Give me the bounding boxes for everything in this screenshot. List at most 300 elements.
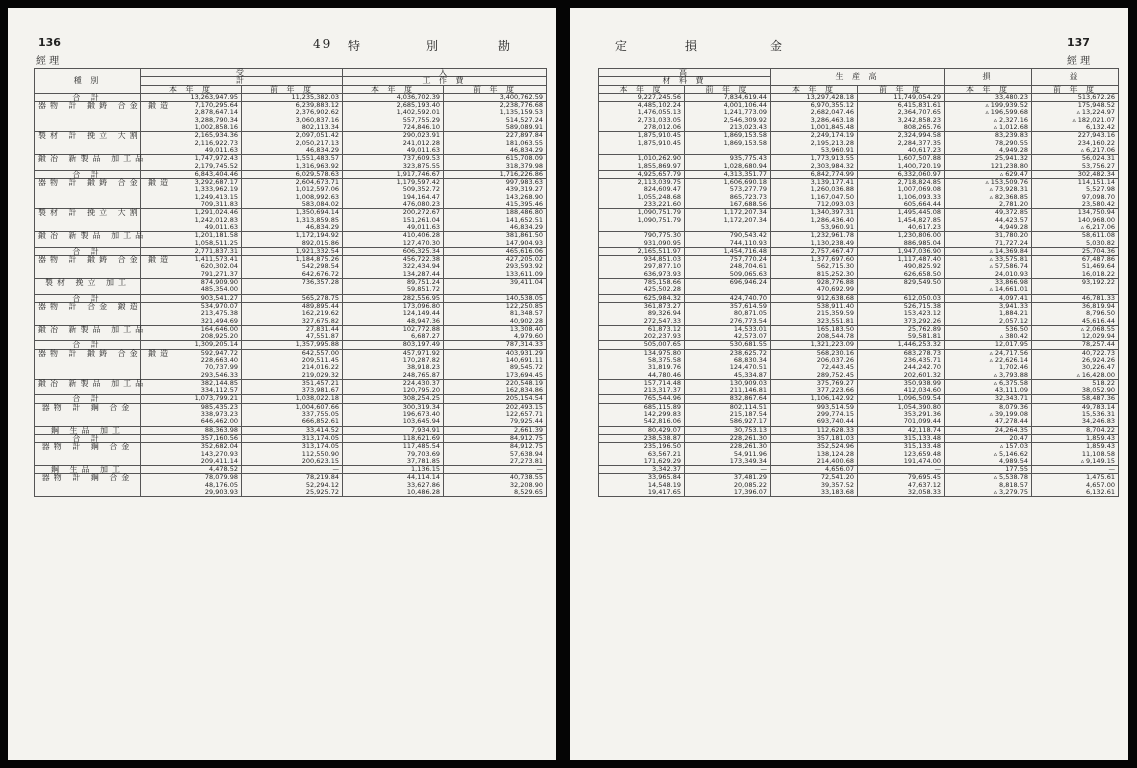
table-row xyxy=(599,132,1119,155)
table-row xyxy=(599,379,1119,395)
row-label: 合 計 xyxy=(35,294,141,302)
table-row xyxy=(35,209,547,232)
left-page xyxy=(8,8,556,760)
header-this-year: 本 年 度 xyxy=(343,85,444,93)
value-cell: 874,909.90 485,354.00 xyxy=(141,279,242,295)
value-cell: 351,457.21 373,981.67 xyxy=(242,379,343,395)
value-cell: 2,238,776.68 1,135,159.53 514,527.24 589,089.91 xyxy=(444,102,547,132)
value-cell: 32,343.71 xyxy=(945,395,1032,403)
value-cell: 49,372.85 44,423.57 4,949.28 xyxy=(945,209,1032,232)
value-cell: 238,625.72 68,830.34 124,470.51 45,334.87 xyxy=(685,349,771,379)
table-row xyxy=(599,232,1119,248)
value-cell: 3,139,177.41 1,260,036.88 1,167,047.50 712,093.03 xyxy=(771,179,858,209)
value-cell: 33,965.84 14,548.19 19,417.65 xyxy=(599,474,685,497)
page-number: 137 xyxy=(1067,36,1090,49)
value-cell: 1,869,153.58 1,869,153.58 xyxy=(685,132,771,155)
header-prev-year: 前 年 度 xyxy=(1032,85,1119,93)
value-cell: 427,205.02 293,593.92 133,611.09 xyxy=(444,256,547,279)
value-cell: 58,611.08 5,030.82 xyxy=(1032,232,1119,248)
value-cell: 4,313,351.77 xyxy=(685,170,771,178)
value-cell: 3,292,687.17 1,333,962.19 1,249,413.15 709,311.83 xyxy=(141,179,242,209)
value-cell: 4,925,657.79 xyxy=(599,170,685,178)
value-cell: 6,842,774.99 xyxy=(771,170,858,178)
value-cell: 410,406.28 127,470.30 xyxy=(343,232,444,248)
value-cell: 642,557.00 209,511.45 214,016.22 219,029.32 xyxy=(242,349,343,379)
table-row xyxy=(35,155,547,171)
value-cell: 1,172,194.92 892,015.86 xyxy=(242,232,343,248)
title-char-1: 定 xyxy=(615,39,630,53)
value-cell: 78,079.98 48,176.05 29,903.93 xyxy=(141,474,242,497)
value-cell: 9,227,245.56 xyxy=(599,93,685,101)
value-cell: 1,495,445.08 1,454,827.85 40,617.23 xyxy=(858,209,945,232)
value-cell: 382,144.85 334,112.57 xyxy=(141,379,242,395)
value-cell: 352,524.96 138,124.28 214,400.68 xyxy=(771,443,858,466)
header-total: 計 xyxy=(141,77,343,85)
value-cell: 80,429.07 xyxy=(599,426,685,434)
value-cell: 177.55 xyxy=(945,466,1032,474)
value-cell: 61,873.12 202,237.93 xyxy=(599,325,685,341)
row-label: 器物 計 合金 鍛造 xyxy=(35,302,141,325)
value-cell: 350,938.99 412,034.60 xyxy=(858,379,945,395)
value-cell: 765,544.96 xyxy=(599,395,685,403)
value-cell: 1,377,697.60 562,715.30 815,252.30 xyxy=(771,256,858,279)
value-cell: 2,604,673.71 1,012,597.06 1,008,992.63 583,084.02 xyxy=(242,179,343,209)
table-row xyxy=(35,443,547,466)
value-cell: 1,606,690.18 573,277.79 865,723.73 167,688.56 xyxy=(685,179,771,209)
value-cell: 8,079.36 ▵ 39,199.08 47,278.44 xyxy=(945,403,1032,426)
value-cell: 13,297,428.18 xyxy=(771,93,858,101)
ledger-table-left xyxy=(34,68,547,497)
table-row xyxy=(599,256,1119,279)
value-cell: 13,308.40 4,979.60 xyxy=(444,325,547,341)
value-cell: 1,184,875.26 542,298.54 642,676.72 xyxy=(242,256,343,279)
value-cell: 1,106,142.92 xyxy=(771,395,858,403)
value-cell: 757,770.24 248,704.61 509,065.63 xyxy=(685,256,771,279)
value-cell: 72,541.20 39,357.52 33,183.68 xyxy=(771,474,858,497)
value-cell: 1,859.43 xyxy=(1032,434,1119,442)
value-cell: — xyxy=(444,466,547,474)
title-char-2: 損 xyxy=(685,39,700,53)
row-label: 合 計 xyxy=(35,434,141,442)
value-cell: 3,342.37 xyxy=(599,466,685,474)
value-cell: 3,400,762.59 xyxy=(444,93,547,101)
value-cell: 357,181.03 xyxy=(771,434,858,442)
value-cell: 4,097.41 xyxy=(945,294,1032,302)
value-cell: 736,357.28 xyxy=(242,279,343,295)
value-cell: 8,704.22 xyxy=(1032,426,1119,434)
table-row xyxy=(35,379,547,395)
table-row xyxy=(599,302,1119,325)
value-cell: 465,616.06 xyxy=(444,247,547,255)
value-cell: 928,776.88 470,692.99 xyxy=(771,279,858,295)
value-cell: 518.22 38,052.90 xyxy=(1032,379,1119,395)
value-cell: 235,196.50 63,567.21 171,629.29 xyxy=(599,443,685,466)
value-cell: 175,948.52 ▵ 13,224.97 ▵ 182,021.07 6,132.42 xyxy=(1032,102,1119,132)
value-cell: 832,867.64 xyxy=(685,395,771,403)
value-cell: 112,628.33 xyxy=(771,426,858,434)
value-cell: 78,219.84 52,294.12 25,925.72 xyxy=(242,474,343,497)
value-cell: 157,714.48 213,317.37 xyxy=(599,379,685,395)
value-cell: 6,415,831.61 2,364,707.65 3,242,858.23 808,265.76 xyxy=(858,102,945,132)
value-cell: 457,971.92 170,287.82 38,918.23 248,765.87 xyxy=(343,349,444,379)
value-cell: 290,023.91 241,012.28 49,011.63 xyxy=(343,132,444,155)
value-cell: 1,475.61 4,657.00 6,132.61 xyxy=(1032,474,1119,497)
value-cell: 1,747,972.43 2,179,745.52 xyxy=(141,155,242,171)
value-cell: 3,941.33 1,884.21 2,057.12 xyxy=(945,302,1032,325)
value-cell: 357,614.59 80,871.05 276,773.54 xyxy=(685,302,771,325)
value-cell: 42,118.74 xyxy=(858,426,945,434)
value-cell: 787,314.33 xyxy=(444,341,547,349)
value-cell: 13,263,947.95 xyxy=(141,93,242,101)
value-cell: 2,771,837.31 xyxy=(141,247,242,255)
value-cell: 1,716,226.86 xyxy=(444,170,547,178)
value-cell: — xyxy=(685,466,771,474)
value-cell: 188,486.80 141,652.51 46,834.29 xyxy=(444,209,547,232)
value-cell: ▵ 5,538.78 8,818.57 ▵ 3,279.75 xyxy=(945,474,1032,497)
value-cell: 997,983.63 439,319.27 143,268.90 415,395.46 xyxy=(444,179,547,209)
value-cell: 11,235,382.03 xyxy=(242,93,343,101)
value-cell: 130,909.03 211,146.81 xyxy=(685,379,771,395)
value-cell: 1,859.43 11,108.58 ▵ 9,149.15 xyxy=(1032,443,1119,466)
value-cell: 33,480.23 xyxy=(945,93,1032,101)
value-cell: 89,751.24 59,851.72 xyxy=(343,279,444,295)
value-cell: 361,873.27 89,326.94 272,547.33 xyxy=(599,302,685,325)
row-label: 鍛冶 新製品 加工品 xyxy=(35,155,141,171)
value-cell: 1,917,746.67 xyxy=(343,170,444,178)
value-cell: 58,487.36 xyxy=(1032,395,1119,403)
value-cell: 114,151.14 5,527.98 97,098.70 23,580.42 xyxy=(1032,179,1119,209)
table-row xyxy=(599,474,1119,497)
header-this-year: 本 年 度 xyxy=(141,85,242,93)
value-cell: 31,780.20 71,727.24 xyxy=(945,232,1032,248)
value-cell: 56,024.31 53,756.27 xyxy=(1032,155,1119,171)
value-cell: 1,357,995.88 xyxy=(242,341,343,349)
value-cell: 33,414.52 xyxy=(242,426,343,434)
value-cell: 83,239.83 78,290.55 4,949.28 xyxy=(945,132,1032,155)
value-cell: 102,772.88 6,687.27 xyxy=(343,325,444,341)
value-cell: ▵ 33,575.81 ▵ 57,586.74 24,010.93 xyxy=(945,256,1032,279)
row-label: 鍛冶 新製品 加工品 xyxy=(35,232,141,248)
value-cell: 1,321,223.09 xyxy=(771,341,858,349)
header-this-year: 本 年 度 xyxy=(599,85,685,93)
value-cell: 49,783.14 15,536.31 34,246.83 xyxy=(1032,403,1119,426)
header-received: 受 xyxy=(141,69,343,77)
value-cell: 117,485.54 79,703.69 37,781.85 xyxy=(343,443,444,466)
value-cell: 6,970,355.12 2,682,047.46 3,286,463.18 1,001,845.48 xyxy=(771,102,858,132)
value-cell: 84,912.75 57,638.94 27,273.81 xyxy=(444,443,547,466)
value-cell: 4,036,702.39 xyxy=(343,93,444,101)
table-row xyxy=(599,325,1119,341)
value-cell: 536.50 ▵ 380.42 xyxy=(945,325,1032,341)
value-cell: 1,340,397.31 1,286,436.40 53,960.91 xyxy=(771,209,858,232)
value-cell: 164,646.00 208,925.20 xyxy=(141,325,242,341)
value-cell: 12,017.95 xyxy=(945,341,1032,349)
value-cell: 489,895.44 162,219.62 327,675.82 xyxy=(242,302,343,325)
title-char-1: 特 xyxy=(348,39,363,53)
value-cell: 565,278.75 xyxy=(242,294,343,302)
value-cell: 1,607,507.88 1,400,720.19 xyxy=(858,155,945,171)
value-cell: 173,096.80 124,149.44 48,947.36 xyxy=(343,302,444,325)
table-row xyxy=(599,349,1119,379)
table-row xyxy=(35,474,547,497)
value-cell: 612,050.03 xyxy=(858,294,945,302)
header-entered: 入 xyxy=(343,69,547,77)
value-cell: 6,239,883.12 2,376,902.62 3,060,837.16 802,113.34 xyxy=(242,102,343,132)
value-cell: 1,773,913.55 2,303,984.32 xyxy=(771,155,858,171)
header-loss: 損 xyxy=(945,69,1032,86)
value-cell: 4,478.52 xyxy=(141,466,242,474)
value-cell: 27,831.44 47,551.87 xyxy=(242,325,343,341)
value-cell: 592,947.72 228,663.40 70,737.99 293,546.33 xyxy=(141,349,242,379)
value-cell: 1,090,751.79 1,090,751.79 xyxy=(599,209,685,232)
value-cell: 803,197.49 xyxy=(343,341,444,349)
table-row xyxy=(35,256,547,279)
value-cell: 315,133.48 123,659.48 191,474.00 xyxy=(858,443,945,466)
value-cell: 4,485,102.24 1,476,055.13 2,731,033.05 278,012.06 xyxy=(599,102,685,132)
value-cell: 20.47 xyxy=(945,434,1032,442)
value-cell: 40,722.73 26,924.26 30,226.47 ▵ 16,428.00 xyxy=(1032,349,1119,379)
value-cell: 1,551,483.57 1,316,963.92 xyxy=(242,155,343,171)
value-cell: 228,261.30 xyxy=(685,434,771,442)
value-cell: 4,001,106.44 1,241,773.09 2,546,309.92 213,023.43 xyxy=(685,102,771,132)
value-cell: 534,970.07 213,475.38 321,494.69 xyxy=(141,302,242,325)
value-cell: 357,160.56 xyxy=(141,434,242,442)
value-cell: 78,257.44 xyxy=(1032,341,1119,349)
table-row xyxy=(35,179,547,209)
table-row xyxy=(599,443,1119,466)
row-label: 器物 計 鋼 合金 xyxy=(35,443,141,466)
value-cell: 513,672.26 xyxy=(1032,93,1119,101)
value-cell: 2,249,174.19 2,195,213.28 53,960.91 xyxy=(771,132,858,155)
row-label: 器物 計 鋼 合金 xyxy=(35,474,141,497)
value-cell: 2,097,051.42 2,050,217.13 46,834.29 xyxy=(242,132,343,155)
value-cell: 7,934.91 xyxy=(343,426,444,434)
value-cell: 313,174.05 xyxy=(242,434,343,442)
row-label: 合 計 xyxy=(35,395,141,403)
value-cell: 685,115.89 142,299.83 542,816.06 xyxy=(599,403,685,426)
value-cell: 205,154.54 xyxy=(444,395,547,403)
row-label: 器物 計 鍛鋳 合金 鍛造 xyxy=(35,349,141,379)
row-label: 合 計 xyxy=(35,93,141,101)
value-cell: 39,411.04 xyxy=(444,279,547,295)
value-cell: 2,165,511.97 xyxy=(599,247,685,255)
value-cell: 2,324,994.58 2,284,377.35 40,617.23 xyxy=(858,132,945,155)
value-cell: 1,136.15 xyxy=(343,466,444,474)
value-cell: 79,695.45 47,637.12 32,058.33 xyxy=(858,474,945,497)
value-cell: 985,435.23 338,973.23 646,462.00 xyxy=(141,403,242,426)
value-cell: 1,117,487.40 490,825.92 626,658.50 xyxy=(858,256,945,279)
value-cell: 993,514.59 299,774.15 693,740.44 xyxy=(771,403,858,426)
value-cell: ▵ 157.03 ▵ 5,146.62 4,989.54 xyxy=(945,443,1032,466)
value-cell: ▵ 199,939.52 ▵ 196,599.68 ▵ 2,327.16 ▵ 1,012.68 xyxy=(945,102,1032,132)
table-row xyxy=(35,132,547,155)
value-cell: 24,264.35 xyxy=(945,426,1032,434)
value-cell: — xyxy=(858,466,945,474)
value-cell: 14,533.01 42,573.07 xyxy=(685,325,771,341)
value-cell: 313,174.05 112,550.90 200,623.15 xyxy=(242,443,343,466)
header-this-year: 本 年 度 xyxy=(771,85,858,93)
value-cell: 134,975.80 58,375.58 31,819.76 44,780.46 xyxy=(599,349,685,379)
value-cell: 790,775.30 931,090.95 xyxy=(599,232,685,248)
row-label: 器物 計 鋼 合金 xyxy=(35,403,141,426)
value-cell: 202,493.15 122,657.71 79,925.44 xyxy=(444,403,547,426)
value-cell: 1,004,607.66 337,755.05 666,852.61 xyxy=(242,403,343,426)
value-cell: 4,656.07 xyxy=(771,466,858,474)
value-cell: 30,753.13 xyxy=(685,426,771,434)
value-cell: 625,984.32 xyxy=(599,294,685,302)
value-cell: 1,291,024.46 1,242,012.83 49,011.63 xyxy=(141,209,242,232)
value-cell: — xyxy=(242,466,343,474)
value-cell: 122,250.85 81,348.57 40,902.28 xyxy=(444,302,547,325)
value-cell: 84,912.75 xyxy=(444,434,547,442)
value-cell: 1,350,694.14 1,313,859.85 46,834.29 xyxy=(242,209,343,232)
value-cell: 1,201,181.58 1,058,511.25 xyxy=(141,232,242,248)
value-cell: 302,482.34 xyxy=(1032,170,1119,178)
value-cell: 538,911.40 215,359.59 323,551.81 xyxy=(771,302,858,325)
header-this-year: 本 年 度 xyxy=(945,85,1032,93)
header-prev-year: 前 年 度 xyxy=(858,85,945,93)
value-cell: 1,921,332.54 xyxy=(242,247,343,255)
value-cell: 40,738.55 32,208.90 8,529.65 xyxy=(444,474,547,497)
value-cell: 1,232,961.78 1,130,238.49 xyxy=(771,232,858,248)
value-cell: 505,007.65 xyxy=(599,341,685,349)
row-label: 製材 計 挽立 大割 xyxy=(35,132,141,155)
row-label: 製材 計 挽立 大割 xyxy=(35,209,141,232)
title-char-3: 勘 xyxy=(498,39,513,53)
value-cell: ▵ 14,369.84 xyxy=(945,247,1032,255)
value-cell: 912,638.68 xyxy=(771,294,858,302)
value-cell: ▵ 24,717.56 ▵ 22,626.14 1,702.46 ▵ 3,793.88 xyxy=(945,349,1032,379)
value-cell: ▵ 6,375.58 43,111.09 xyxy=(945,379,1032,395)
row-label: 器物 計 鍛鋳 合金 鍛造 xyxy=(35,256,141,279)
row-label: 鋼 生品 加工 xyxy=(35,466,141,474)
row-label: 鋼 生品 加工 xyxy=(35,426,141,434)
ledger-table-right xyxy=(598,68,1119,497)
value-cell: 93,192.22 xyxy=(1032,279,1119,295)
header-material-cost: 材 料 費 xyxy=(599,77,771,85)
row-label: 鍛冶 新製品 加工品 xyxy=(35,325,141,341)
value-cell: 11,749,054.29 xyxy=(858,93,945,101)
header-construction-cost: 工 作 費 xyxy=(343,77,547,85)
value-cell: 2,718,824.85 1,007,069.08 1,106,093.33 605,664.44 xyxy=(858,179,945,209)
value-cell: 6,332,060.97 xyxy=(858,170,945,178)
value-cell: 308,254.25 xyxy=(343,395,444,403)
value-cell: 352,682.04 143,270.93 209,411.14 xyxy=(141,443,242,466)
title-char-3: 金 xyxy=(770,39,785,53)
value-cell: 224,430.37 120,795.20 xyxy=(343,379,444,395)
row-label: 製材 挽立 加工 xyxy=(35,279,141,295)
value-cell: 2,757,467.47 xyxy=(771,247,858,255)
value-cell: 1,309,205.14 xyxy=(141,341,242,349)
value-cell: 140,538.05 xyxy=(444,294,547,302)
value-cell: 737,609.53 323,875.55 xyxy=(343,155,444,171)
table-row xyxy=(35,341,547,349)
value-cell: 1,054,390.80 353,291.36 701,099.44 xyxy=(858,403,945,426)
value-cell: 381,861.50 147,904.93 xyxy=(444,232,547,248)
value-cell: 802,114.51 215,187.54 586,927.17 xyxy=(685,403,771,426)
value-cell: ▵ 153,509.76 ▵ 73,928.31 ▵ 82,368.85 2,781.20 xyxy=(945,179,1032,209)
value-cell: 134,750.94 140,968.00 ▵ 6,217.06 xyxy=(1032,209,1119,232)
row-label: 合 計 xyxy=(35,247,141,255)
row-label: 器物 計 鍛鋳 合金 鍛造 xyxy=(35,179,141,209)
value-cell: 785,158.66 425,502.28 xyxy=(599,279,685,295)
value-cell: 1,875,910.45 1,875,910.45 xyxy=(599,132,685,155)
value-cell: 903,541.27 xyxy=(141,294,242,302)
header-gain: 益 xyxy=(1032,69,1119,86)
table-row xyxy=(599,341,1119,349)
value-cell: 530,681.55 xyxy=(685,341,771,349)
value-cell: 790,543.42 744,110.93 xyxy=(685,232,771,248)
value-cell: 1,038,022.18 xyxy=(242,395,343,403)
value-cell: 33,866.98 ▵ 14,661.01 xyxy=(945,279,1032,295)
table-row xyxy=(35,325,547,341)
value-cell: 25,941.32 121,238.80 xyxy=(945,155,1032,171)
table-row xyxy=(599,155,1119,171)
value-cell: 1,172,207.34 1,172,207.34 xyxy=(685,209,771,232)
table-row xyxy=(599,179,1119,209)
value-cell: 1,411,573.41 620,302.04 791,271.37 xyxy=(141,256,242,279)
value-cell: 935,775.43 1,028,680.94 xyxy=(685,155,771,171)
value-cell: 2,165,934.36 2,116,922.73 49,011.63 xyxy=(141,132,242,155)
value-cell: 300,319.34 196,673.40 103,645.94 xyxy=(343,403,444,426)
value-cell: 315,133.48 xyxy=(858,434,945,442)
value-cell: 1,010,262.90 1,855,869.97 xyxy=(599,155,685,171)
value-cell: 6,029,578.63 xyxy=(242,170,343,178)
header-category: 種 別 xyxy=(35,69,141,94)
header-high: 高 xyxy=(599,69,771,77)
table-row xyxy=(35,102,547,132)
row-label: 鍛冶 新製品 加工品 xyxy=(35,379,141,395)
value-cell: 44,114.14 33,627.86 10,486.28 xyxy=(343,474,444,497)
value-cell: 67,487.86 51,469.64 16,018.22 xyxy=(1032,256,1119,279)
table-row xyxy=(35,349,547,379)
header-prev-year: 前 年 度 xyxy=(242,85,343,93)
value-cell: 568,230.16 206,037.26 72,443.45 289,752.45 xyxy=(771,349,858,379)
table-row xyxy=(35,426,547,434)
value-cell: 606,325.34 xyxy=(343,247,444,255)
right-page xyxy=(570,8,1128,760)
table-row xyxy=(599,403,1119,426)
value-cell: 1,454,716.48 xyxy=(685,247,771,255)
title-number: 49 xyxy=(313,37,333,51)
value-cell: 227,897.84 181,063.55 46,834.29 xyxy=(444,132,547,155)
value-cell: 165,183.50 208,544.78 xyxy=(771,325,858,341)
table-row xyxy=(35,403,547,426)
value-cell: 2,685,193.40 1,402,592.01 557,755.29 724,846.10 xyxy=(343,102,444,132)
value-cell: 37,481.29 20,085.22 17,396.07 xyxy=(685,474,771,497)
value-cell: 696,946.24 xyxy=(685,279,771,295)
value-cell: 220,548.19 162,834.86 xyxy=(444,379,547,395)
header-prev-year: 前 年 度 xyxy=(444,85,547,93)
value-cell: 1,947,036.90 xyxy=(858,247,945,255)
value-cell: 88,363.98 xyxy=(141,426,242,434)
value-cell: 375,769.27 377,223.66 xyxy=(771,379,858,395)
value-cell: 25,704.36 xyxy=(1032,247,1119,255)
value-cell: 2,661.39 xyxy=(444,426,547,434)
value-cell: 1,073,799.21 xyxy=(141,395,242,403)
page-section-label: 經 理 xyxy=(1067,56,1091,67)
value-cell: 7,834,619.44 xyxy=(685,93,771,101)
value-cell: 683,278.73 236,435.71 244,242.70 202,601.32 xyxy=(858,349,945,379)
value-cell: 118,621.69 xyxy=(343,434,444,442)
title-char-2: 別 xyxy=(426,39,441,53)
value-cell: 934,851.03 297,877.10 636,973.93 xyxy=(599,256,685,279)
table-row xyxy=(599,209,1119,232)
value-cell: 424,740.70 xyxy=(685,294,771,302)
value-cell: 2,113,039.75 824,609.47 1,055,248.68 233,221.60 xyxy=(599,179,685,209)
value-cell: 1,230,806.00 886,985.04 xyxy=(858,232,945,248)
value-cell: 227,943.16 234,160.22 ▵ 6,217.06 xyxy=(1032,132,1119,155)
